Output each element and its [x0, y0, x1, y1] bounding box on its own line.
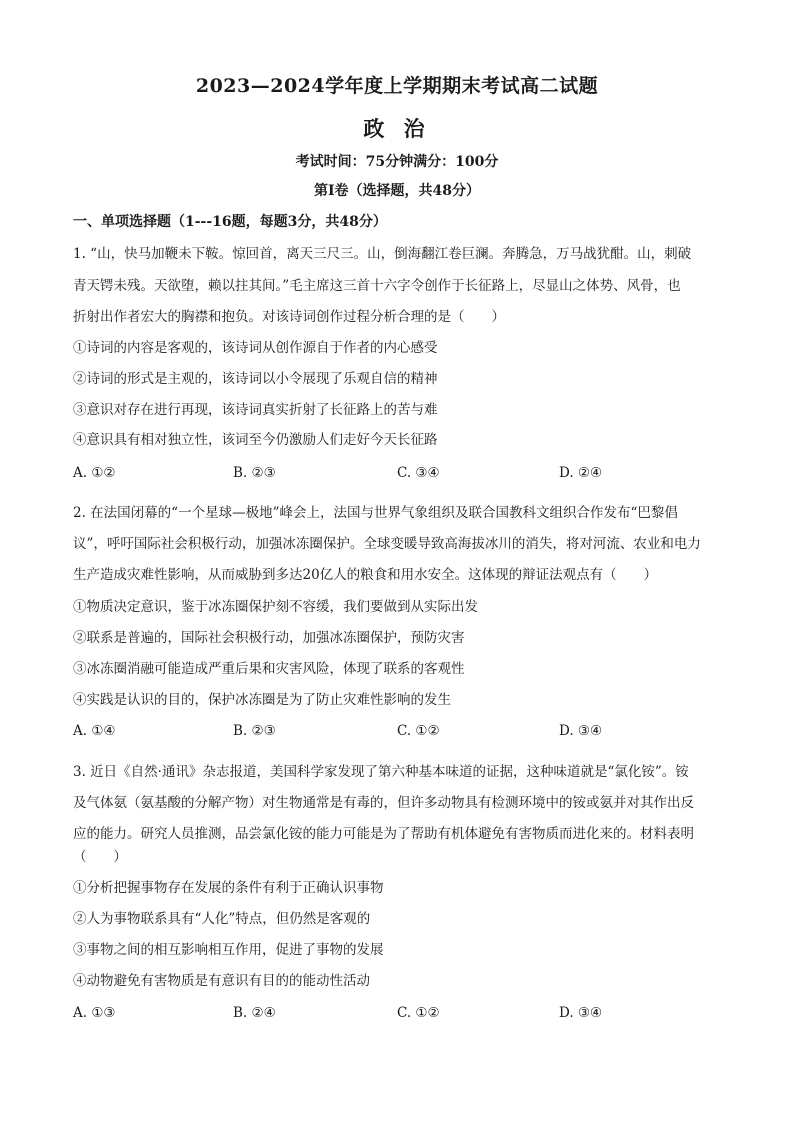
volume-heading: 第Ⅰ卷（选择题，共48分） — [313, 183, 481, 199]
question-1-stem-line: 青天锷未残。天欲堕，赖以拄其间。”毛主席这三首十六字令创作于长征路上，尽显山之体势、风骨，也 — [73, 278, 681, 294]
question-3-stem-line: （ ） — [73, 849, 127, 865]
question-2-option: ②联系是普遍的，国际社会积极行动，加强冰冻圈保护，预防灾害 — [73, 630, 465, 646]
question-1-stem-line: 1. “山，快马加鞭未下鞍。惊回首，离天三尺三。山，倒海翻江卷巨澜。奔腾急，万马战犹酣。山，刺破 — [73, 246, 692, 262]
answer-choice-c: C. ③④ — [397, 465, 440, 481]
exam-info: 考试时间：75分钟满分：100分 — [295, 154, 499, 170]
answer-choice-a: A. ①④ — [73, 723, 116, 739]
question-2-stem-line: 议”，呼吁国际社会积极行动，加强冰冻圈保护。全球变暖导致高海拔冰川的消失，将对河流、农业和电力 — [73, 536, 701, 552]
question-3-stem-line: 应的能力。研究人员推测，品尝氯化铵的能力可能是为了帮助有机体避免有害物质而进化来的。材料表明 — [73, 826, 694, 842]
question-3-option: ①分析把握事物存在发展的条件有利于正确认识事物 — [73, 880, 384, 896]
question-1-option: ②诗词的形式是主观的，该诗词以小令展现了乐观自信的精神 — [73, 371, 438, 387]
question-1-stem-line: 折射出作者宏大的胸襟和抱负。对该诗词创作过程分析合理的是（ ） — [73, 309, 505, 325]
exam-title: 2023—2024学年度上学期期末考试高二试题 — [195, 75, 599, 97]
question-3-option: ④动物避免有害物质是有意识有目的的能动性活动 — [73, 973, 370, 989]
question-2-option: ④实践是认识的目的，保护冰冻圈是为了防止灾难性影响的发生 — [73, 692, 451, 708]
answer-choice-b: B. ②③ — [233, 723, 276, 739]
answer-choice-c: C. ①② — [397, 723, 440, 739]
answer-choice-b: B. ②③ — [233, 465, 276, 481]
answer-choice-b: B. ②④ — [233, 1005, 276, 1021]
question-1-option: ①诗词的内容是客观的，该诗词从创作源自于作者的内心感受 — [73, 340, 438, 356]
answer-choice-c: C. ①② — [397, 1005, 440, 1021]
section-heading: 一、单项选择题（1---16题，每题3分，共48分） — [73, 214, 387, 230]
question-2-stem-line: 生产造成灾难性影响，从而威胁到多达20亿人的粮食和用水安全。这体现的辩证法观点有（ ） — [73, 567, 658, 583]
question-3-stem-line: 及气体氨（氨基酸的分解产物）对生物通常是有毒的，但许多动物具有检测环境中的铵或氨并对其作出反 — [73, 795, 694, 811]
question-3-option: ③事物之间的相互影响相互作用，促进了事物的发展 — [73, 942, 384, 958]
question-3-stem-line: 3. 近日《自然·通讯》杂志报道，美国科学家发现了第六种基本味道的证据，这种味道就是“氯化铵”。铵 — [73, 764, 689, 780]
question-3-answers — [73, 1003, 723, 1023]
question-2-option: ①物质决定意识，鉴于冰冻圈保护刻不容缓，我们要做到从实际出发 — [73, 599, 478, 615]
question-1-answers — [73, 463, 723, 483]
answer-choice-d: D. ③④ — [559, 723, 603, 739]
question-1-option: ④意识具有相对独立性，该词至今仍激励人们走好今天长征路 — [73, 432, 438, 448]
answer-choice-a: A. ①② — [73, 465, 116, 481]
subject-title: 政 治 — [363, 116, 431, 141]
question-2-option: ③冰冻圈消融可能造成严重后果和灾害风险，体现了联系的客观性 — [73, 661, 465, 677]
answer-choice-d: D. ③④ — [559, 1005, 603, 1021]
answer-choice-a: A. ①③ — [73, 1005, 116, 1021]
question-2-answers — [73, 721, 723, 741]
answer-choice-d: D. ②④ — [559, 465, 603, 481]
question-3-option: ②人为事物联系具有“人化”特点，但仍然是客观的 — [73, 911, 371, 927]
question-2-stem-line: 2. 在法国闭幕的“一个星球—极地”峰会上，法国与世界气象组织及联合国教科文组织合作发布“巴黎倡 — [73, 505, 678, 521]
question-1-option: ③意识对存在进行再现，该诗词真实折射了长征路上的苦与难 — [73, 402, 438, 418]
